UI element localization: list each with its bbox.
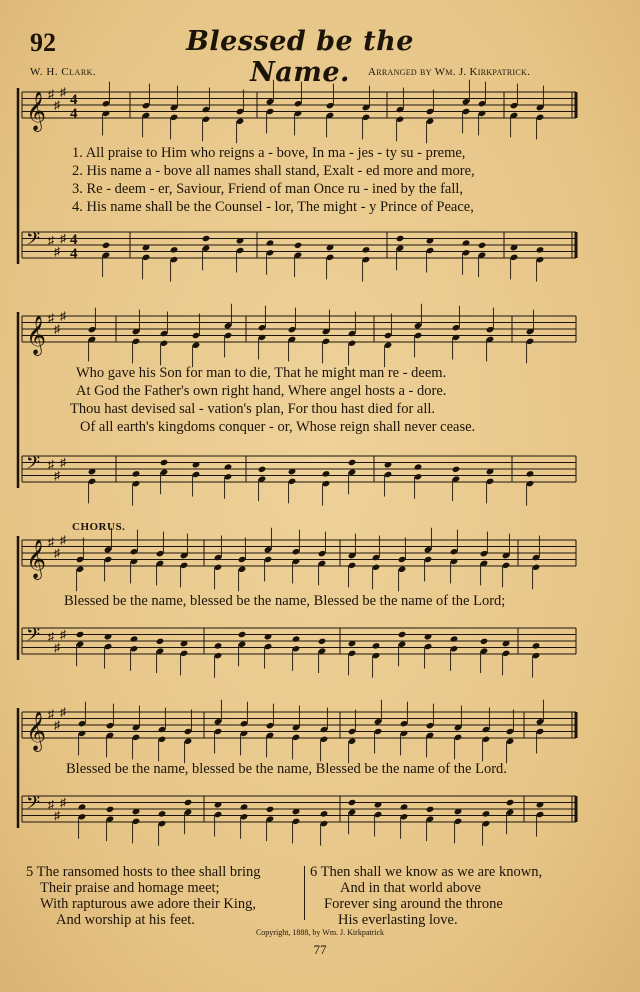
note-head bbox=[462, 239, 471, 246]
note-head bbox=[258, 466, 267, 473]
note-head bbox=[202, 235, 211, 242]
verse-6-line: His everlasting love. bbox=[338, 912, 458, 928]
time-signature: 4 bbox=[70, 92, 78, 108]
verse-5 bbox=[26, 864, 261, 928]
verse-5-line: 5 The ransomed hosts to thee shall bring bbox=[26, 864, 261, 880]
bass-clef: 𝄢 bbox=[26, 453, 41, 478]
treble-clef: 𝄞 bbox=[26, 91, 47, 131]
note-head bbox=[426, 806, 435, 813]
sharp-sign: ♯ bbox=[60, 532, 66, 547]
hymn-number: 92 bbox=[30, 28, 56, 57]
note-head bbox=[214, 642, 223, 649]
sharp-sign: ♯ bbox=[54, 321, 60, 336]
note-head bbox=[224, 463, 233, 470]
sharp-sign: ♯ bbox=[54, 545, 60, 560]
sharp-sign: ♯ bbox=[48, 87, 54, 101]
sharp-sign: ♯ bbox=[48, 629, 54, 644]
sharp-sign: ♯ bbox=[60, 84, 66, 99]
note-head bbox=[238, 631, 247, 638]
arranger-credit: Arranged by Wm. J. Kirkpatrick. bbox=[368, 66, 531, 78]
verse-line-4: 4. His name shall be the Counsel - lor, The might - y Prince of Peace, bbox=[72, 199, 474, 215]
note-head bbox=[398, 631, 407, 638]
verse-line-1: 1. All praise to Him who reigns a - bove, In ma - jes - ty su - preme, bbox=[72, 145, 466, 161]
chorus-lyric-1: Blessed be the name, blessed be the name, Blessed be the name of the Lord; bbox=[64, 593, 506, 609]
note-head bbox=[526, 470, 535, 477]
note-head bbox=[294, 242, 303, 249]
sharp-sign: ♯ bbox=[54, 468, 60, 483]
sharp-sign: ♯ bbox=[60, 795, 66, 810]
note-head bbox=[482, 810, 491, 817]
verse-5-line: With rapturous awe adore their King, bbox=[40, 896, 257, 912]
sharp-sign: ♯ bbox=[54, 717, 60, 732]
time-signature: 4 bbox=[70, 232, 78, 248]
note-head bbox=[240, 803, 249, 810]
time-signature: 4 bbox=[70, 246, 78, 262]
note-head bbox=[532, 642, 541, 649]
note-head bbox=[362, 246, 371, 253]
note-head bbox=[266, 806, 275, 813]
note-head bbox=[184, 799, 193, 806]
sharp-sign: ♯ bbox=[54, 244, 60, 259]
note-head bbox=[414, 463, 423, 470]
treble-clef: 𝄞 bbox=[26, 315, 47, 355]
verse-5-line: Their praise and homage meet; bbox=[40, 880, 220, 896]
note-head bbox=[292, 635, 301, 642]
note-head bbox=[160, 459, 169, 466]
verse-6-line: 6 Then shall we know as we are known, bbox=[310, 864, 543, 880]
sharp-sign: ♯ bbox=[48, 707, 54, 721]
note-head bbox=[170, 246, 179, 253]
treble-clef: 𝄞 bbox=[26, 539, 47, 579]
verse-6-line: And in that world above bbox=[340, 880, 481, 896]
sharp-sign: ♯ bbox=[48, 457, 54, 472]
verse-line-2b: At God the Father's own right hand, Where angel hosts a - dore. bbox=[76, 383, 447, 399]
bass-clef: 𝄢 bbox=[26, 793, 41, 818]
treble-clef: 𝄞 bbox=[26, 711, 47, 751]
sharp-sign: ♯ bbox=[60, 455, 66, 470]
verse-6-line: Forever sing around the throne bbox=[324, 896, 503, 912]
bass-clef: 𝄢 bbox=[26, 229, 41, 254]
note-head bbox=[318, 638, 327, 645]
note-head bbox=[158, 810, 167, 817]
sharp-sign: ♯ bbox=[48, 311, 54, 325]
note-head bbox=[266, 239, 275, 246]
chorus-lyric-2: Blessed be the name, blessed be the name, Blessed be the name of the Lord. bbox=[66, 761, 507, 777]
sharp-sign: ♯ bbox=[48, 233, 54, 248]
note-head bbox=[76, 631, 85, 638]
note-head bbox=[320, 810, 329, 817]
note-head bbox=[400, 803, 409, 810]
verse-line-4b: Of all earth's kingdoms conquer - or, Whose reign shall never cease. bbox=[80, 419, 476, 435]
sharp-sign: ♯ bbox=[54, 97, 60, 112]
sharp-sign: ♯ bbox=[60, 231, 66, 246]
sharp-sign: ♯ bbox=[48, 535, 54, 549]
sharp-sign: ♯ bbox=[60, 627, 66, 642]
note-head bbox=[536, 246, 545, 253]
sharp-sign: ♯ bbox=[60, 704, 66, 719]
time-signature: 4 bbox=[70, 106, 78, 122]
copyright-notice: Copyright, 1888, by Wm. J. Kirkpatrick bbox=[255, 928, 385, 937]
note-head bbox=[506, 799, 515, 806]
note-head bbox=[478, 242, 487, 249]
note-head bbox=[396, 235, 405, 242]
note-head bbox=[348, 799, 357, 806]
note-head bbox=[372, 642, 381, 649]
note-head bbox=[106, 806, 115, 813]
note-head bbox=[450, 635, 459, 642]
verse-line-3: 3. Re - deem - er, Saviour, Friend of man Once ru - ined by the fall, bbox=[72, 181, 464, 197]
note-head bbox=[78, 803, 87, 810]
note-head bbox=[132, 470, 141, 477]
author-credit: W. H. Clark. bbox=[30, 66, 97, 78]
note-head bbox=[480, 638, 489, 645]
note-head bbox=[348, 459, 357, 466]
verse-line-1b: Who gave his Son for man to die, That he might man re - deem. bbox=[76, 365, 447, 381]
note-head bbox=[130, 635, 139, 642]
sharp-sign: ♯ bbox=[60, 308, 66, 323]
bass-clef: 𝄢 bbox=[26, 625, 41, 650]
note-head bbox=[322, 470, 331, 477]
verse-6 bbox=[310, 864, 542, 928]
note-head bbox=[452, 466, 461, 473]
sharp-sign: ♯ bbox=[48, 797, 54, 812]
sharp-sign: ♯ bbox=[54, 808, 60, 823]
verse-line-2: 2. His name a - bove all names shall stand, Exalt - ed more and more, bbox=[72, 163, 475, 179]
sharp-sign: ♯ bbox=[54, 640, 60, 655]
note-head bbox=[156, 638, 165, 645]
verse-5-line: And worship at his feet. bbox=[56, 912, 195, 928]
page-number: 77 bbox=[313, 942, 327, 957]
verse-divider bbox=[304, 866, 305, 920]
verse-line-3b: Thou hast devised sal - vation's plan, For thou hast died for all. bbox=[70, 401, 436, 417]
hymn-title: Blessed be the Name. bbox=[186, 26, 414, 88]
chorus-label: CHORUS. bbox=[72, 521, 126, 533]
note-head bbox=[102, 242, 111, 249]
